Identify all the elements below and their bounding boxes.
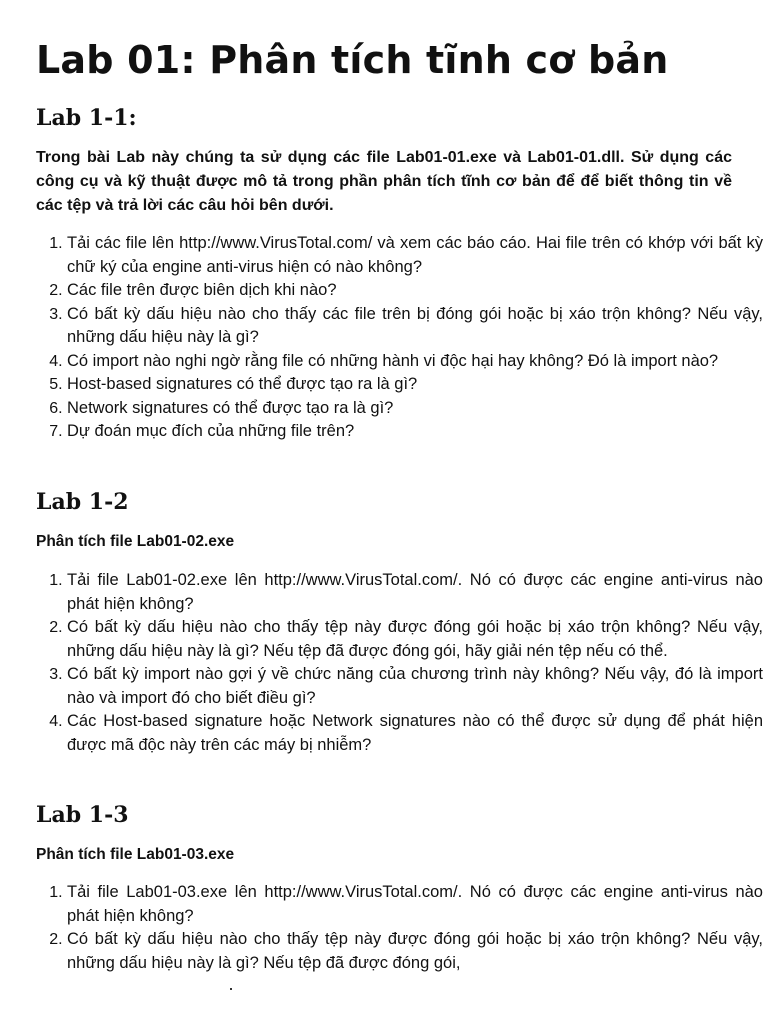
list-item: 1. Tải các file lên http://www.VirusTotal.com/ và xem các báo cáo. Hai file trên có khớp với bất kỳ chữ ký của engine anti-virus hiện có nào không?: [67, 232, 763, 279]
page-title: Lab 01: Phân tích tĩnh cơ bản: [36, 38, 669, 82]
list-item: 2. Có bất kỳ dấu hiệu nào cho thấy tệp này được đóng gói hoặc bị xáo trộn không? Nếu vậy, những dấu hiệu này là gì? Nếu tệp đã được đóng gói, hãy giải nén tệp nếu có thể.: [67, 616, 763, 663]
list-item: 6. Network signatures có thể được tạo ra là gì?: [67, 397, 763, 421]
lab3-question-list: [36, 881, 763, 975]
lab2-heading: Lab 1-2: [36, 489, 129, 515]
list-item: 2. Các file trên được biên dịch khi nào?: [67, 279, 763, 303]
lab1-intro: Trong bài Lab này chúng ta sử dụng các file Lab01-01.exe và Lab01-01.dll. Sử dụng các công cụ và kỹ thuật được mô tả trong phần phân tích tĩnh cơ bản để để biết thông tin về các tệp và trả lời các câu hỏi bên dưới.: [36, 149, 732, 214]
lab1-heading: Lab 1-1:: [36, 105, 137, 131]
lab2-question-list: [36, 569, 763, 757]
list-item: 5. Host-based signatures có thể được tạo ra là gì?: [67, 373, 763, 397]
list-item: 4. Có import nào nghi ngờ rằng file có những hành vi độc hại hay không? Đó là import nào?: [67, 350, 763, 374]
list-item: 1. Tải file Lab01-02.exe lên http://www.VirusTotal.com/. Nó có được các engine anti-virus nào phát hiện không?: [67, 569, 763, 616]
lab3-heading: Lab 1-3: [36, 802, 129, 828]
list-item: 4. Các Host-based signature hoặc Network signatures nào có thể được sử dụng để phát hiện được mã độc này trên các máy bị nhiễm?: [67, 710, 763, 757]
list-item: 3. Có bất kỳ import nào gợi ý về chức năng của chương trình này không? Nếu vậy, đó là import nào và import đó cho biết điều gì?: [67, 663, 763, 710]
list-item: 2. Có bất kỳ dấu hiệu nào cho thấy tệp này được đóng gói hoặc bị xáo trộn không? Nếu vậy, những dấu hiệu này là gì? Nếu tệp đã được đóng gói,: [67, 928, 763, 975]
list-item: 1. Tải file Lab01-03.exe lên http://www.VirusTotal.com/. Nó có được các engine anti-virus nào phát hiện không?: [67, 881, 763, 928]
list-item: 3. Có bất kỳ dấu hiệu nào cho thấy các file trên bị đóng gói hoặc bị xáo trộn không? Nếu vậy, những dấu hiệu này là gì?: [67, 303, 763, 350]
lab2-subheading: Phân tích file Lab01-02.exe: [36, 533, 235, 550]
cut-off-text-fragment: [230, 988, 232, 990]
lab3-subheading: Phân tích file Lab01-03.exe: [36, 846, 235, 863]
list-item: 7. Dự đoán mục đích của những file trên?: [67, 420, 763, 444]
lab1-question-list: [36, 232, 763, 444]
